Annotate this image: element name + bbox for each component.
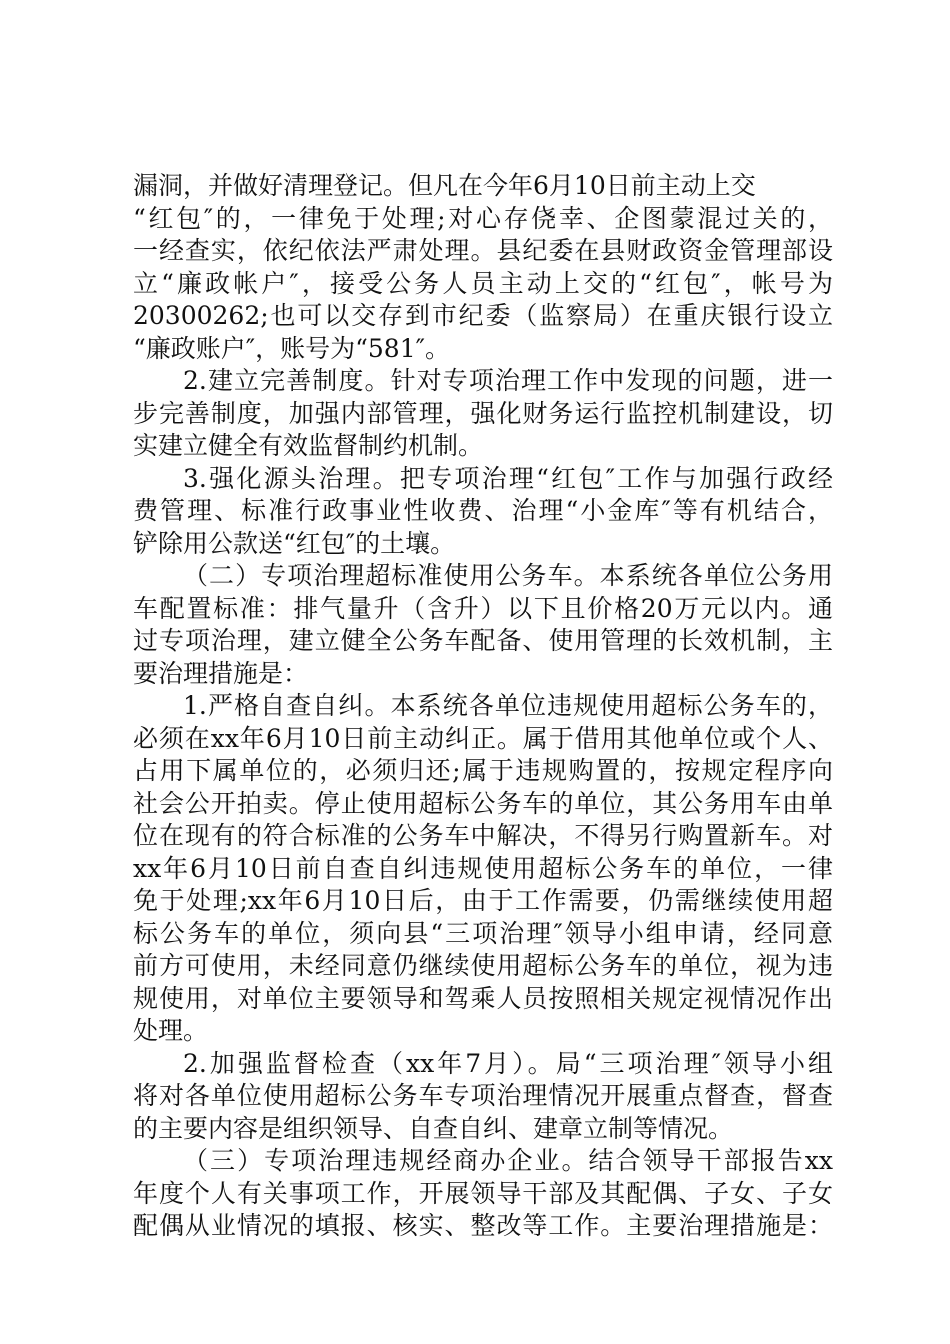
text-line: 前方可使用，未经同意仍继续使用超标公务车的单位，视为违 (133, 951, 833, 980)
text-line: 的主要内容是组织领导、自查自纠、建章立制等情况。 (133, 1113, 734, 1143)
text-line: 2.建立完善制度。针对专项治理工作中发现的问题，进一 (183, 366, 833, 395)
text-line: 1.严格自查自纠。本系统各单位违规使用超标公务车的， (183, 691, 833, 720)
text-line: 位在现有的符合标准的公务车中解决，不得另行购置新车。对 (133, 821, 833, 850)
document-body (133, 170, 833, 1243)
text-line: 处理。 (133, 1016, 209, 1045)
text-line: 漏洞，并做好清理登记。但凡在今年6月10日前主动上交 (133, 171, 756, 200)
text-line: “廉政账户″，账号为“581″。 (133, 333, 450, 363)
text-line: 将对各单位使用超标公务车专项治理情况开展重点督查，督查 (133, 1081, 833, 1110)
text-line: 年度个人有关事项工作，开展领导干部及其配偶、子女、子女 (133, 1178, 833, 1208)
text-line: 立“廉政帐户″，接受公务人员主动上交的“红包″，帐号为 (133, 268, 833, 298)
text-line: 20300262;也可以交存到市纪委（监察局）在重庆银行设立 (133, 301, 833, 330)
text-line: 2.加强监督检查（xx年7月）。局“三项治理″领导小组 (183, 1048, 833, 1078)
text-line: 占用下属单位的，必须归还;属于违规购置的，按规定程序向 (133, 756, 833, 785)
text-line: 要治理措施是： (133, 658, 309, 688)
text-line: 免于处理;xx年6月10日后，由于工作需要，仍需继续使用超 (133, 886, 833, 915)
text-line: xx年6月10日前自查自纠违规使用超标公务车的单位，一律 (133, 853, 833, 883)
text-line: “红包″的，一律免于处理;对心存侥幸、企图蒙混过关的， (133, 203, 833, 233)
text-line: 必须在xx年6月10日前主动纠正。属于借用其他单位或个人、 (133, 723, 833, 753)
text-line: 3.强化源头治理。把专项治理“红包″工作与加强行政经 (183, 463, 833, 493)
text-line: 铲除用公款送“红包″的土壤。 (133, 528, 456, 558)
text-line: 费管理、标准行政事业性收费、治理“小金库″等有机结合， (133, 496, 833, 525)
text-line: 步完善制度，加强内部管理，强化财务运行监控机制建设，切 (133, 398, 833, 428)
text-line: 社会公开拍卖。停止使用超标公务车的单位，其公务用车由单 (133, 788, 833, 818)
text-line: 过专项治理，建立健全公务车配备、使用管理的长效机制，主 (133, 626, 833, 655)
text-line: 一经查实，依纪依法严肃处理。县纪委在县财政资金管理部设 (133, 236, 833, 265)
text-line: （三）专项治理违规经商办企业。结合领导干部报告xx (183, 1146, 833, 1175)
text-line: 实建立健全有效监督制约机制。 (133, 431, 484, 460)
text-line: （二）专项治理超标准使用公务车。本系统各单位公务用 (183, 561, 833, 590)
text-line: 规使用，对单位主要领导和驾乘人员按照相关规定视情况作出 (133, 983, 833, 1013)
text-line: 标公务车的单位，须向县“三项治理″领导小组申请，经同意 (133, 918, 833, 948)
text-line: 车配置标准：排气量升（含升）以下且价格20万元以内。通 (133, 593, 833, 623)
text-line: 配偶从业情况的填报、核实、整改等工作。主要治理措施是： (133, 1211, 833, 1240)
